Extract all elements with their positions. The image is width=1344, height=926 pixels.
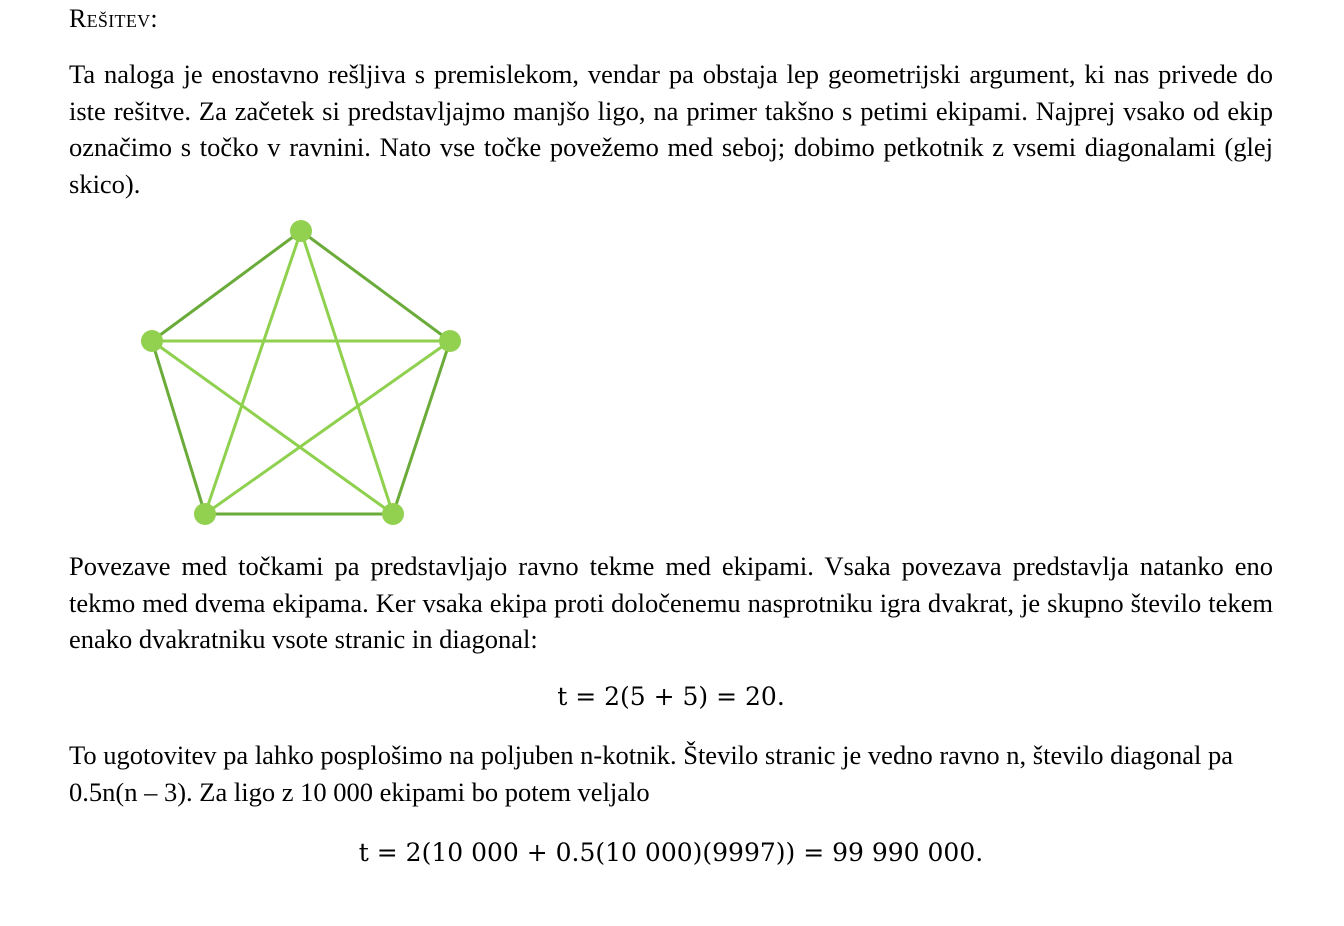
side-line xyxy=(393,341,450,514)
equation-five-teams: t = 2(5 + 5) = 20. xyxy=(557,682,785,711)
vertex-point xyxy=(290,220,312,242)
equation-general: t = 2(10 000 + 0.5(10 000)(9997)) = 99 990 000. xyxy=(358,838,984,867)
side-line xyxy=(301,231,450,341)
intro-paragraph: Ta naloga je enostavno rešljiva s premislekom, vendar pa obstaja lep geometrijski argument, ki nas privede do iste rešitve. Za začetek si predstavljajmo manjšo ligo, na primer takšno s petimi ekipami. Najprej vsako od ekip označimo s točko v ravnini. Nato vse točke povežemo med seboj; dobimo petkotnik z vsemi diagonalami (glej skico). xyxy=(69,59,1273,199)
vertex-point xyxy=(382,503,404,525)
vertex-point xyxy=(439,330,461,352)
vertex-point xyxy=(141,330,163,352)
pentagon-diagonals xyxy=(152,231,450,514)
diagonal-line xyxy=(205,341,450,514)
vertex-point xyxy=(194,503,216,525)
diagonal-line xyxy=(301,231,393,514)
side-line xyxy=(152,231,301,341)
side-line xyxy=(152,341,205,514)
section-heading: Rešitev: xyxy=(69,4,158,33)
pentagon-figure xyxy=(129,210,469,530)
explanation-paragraph: Povezave med točkami pa predstavljajo ravno tekme med ekipami. Vsaka povezava predstavlja natanko eno tekmo med dvema ekipama. Ker vsaka ekipa proti določenemu nasprotniku igra dvakrat, je skupno število tekem enako dvakratniku vsote stranic in diagonal: xyxy=(69,551,1273,655)
generalization-paragraph: To ugotovitev pa lahko posplošimo na poljuben n-kotnik. Število stranic je vedno ravno n, število diagonal pa 0.5n(n – 3). Za ligo z 10 000 ekipami bo potem veljalo xyxy=(69,740,1233,807)
pentagon-vertices xyxy=(141,220,461,525)
diagonal-line xyxy=(205,231,301,514)
diagonal-line xyxy=(152,341,393,514)
